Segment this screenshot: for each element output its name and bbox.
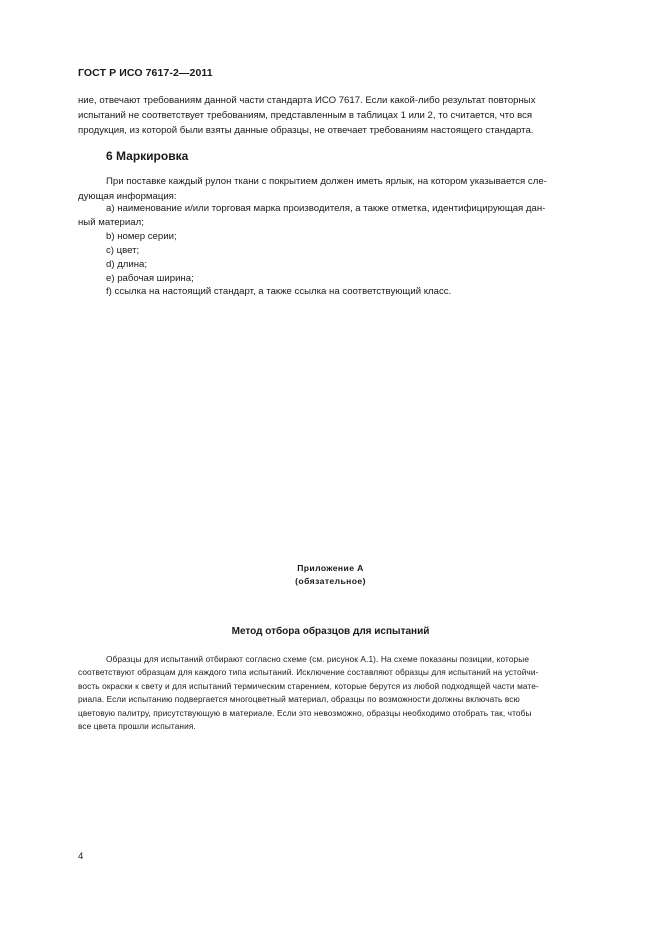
appendix-paragraph: [78, 653, 615, 733]
appendix-line: все цвета прошли испытания.: [78, 721, 196, 732]
marking-line: При поставке каждый рулон ткани с покрытием должен иметь ярлык, на котором указывается сле-: [106, 176, 547, 187]
appendix-line: Образцы для испытаний отбирают согласно схеме (см. рисунок А.1). На схеме показаны позиции, которые: [106, 654, 530, 664]
appendix-line: вость окраски к свету и для испытаний термическим старением, которые берутся из любой подходящей части мате-: [78, 680, 539, 691]
marking-line: дующая информация:: [78, 191, 177, 203]
list-item: f) ссылка на настоящий стандарт, а также ссылка на соответствующий класс.: [106, 286, 452, 298]
list-item: a) наименование и/или торговая марка производителя, а также отметка, идентифицирующая дан-: [106, 203, 546, 214]
section-title: 6 Маркировка: [106, 149, 189, 163]
list-item: b) номер серии;: [106, 230, 177, 242]
appendix-line: риала. Если испытанию подвергается многоцветный материал, образцы по возможности должны включать всю: [78, 694, 520, 705]
appendix-line: цветовую палитру, присутствующую в материале. Если это невозможно, образцы необходимо отобрать так, чтобы: [78, 707, 532, 718]
appendix-title: Метод отбора образцов для испытаний: [231, 626, 430, 637]
list-item: c) цвет;: [106, 244, 140, 256]
page-header: ГОСТ Р ИСО 7617-2—2011: [78, 67, 213, 79]
intro-line: испытаний не соответствует требованиям, представленным в таблицах 1 или 2, то считается, что вся: [78, 110, 533, 122]
intro-line: продукция, из которой были взяты данные образцы, не отвечает требованиям настоящего стандарта.: [78, 125, 534, 137]
intro-paragraph: [78, 93, 615, 139]
marking-paragraph: [78, 174, 615, 204]
intro-line: ние, отвечают требованиям данной части стандарта ИСО 7617. Если какой-либо результат повторных: [78, 95, 536, 106]
list-item: e) рабочая ширина;: [106, 272, 194, 284]
appendix-status: (обязательное): [295, 576, 366, 586]
appendix-line: соответствуют образцам для каждого типа испытаний. Исключение составляют образцы для испытаний на устойчи-: [78, 667, 539, 678]
page-number: 4: [78, 851, 84, 862]
marking-list: [78, 202, 615, 299]
appendix-label: Приложение А: [297, 563, 364, 573]
list-item: ный материал;: [78, 216, 144, 228]
list-item: d) длина;: [106, 258, 148, 270]
